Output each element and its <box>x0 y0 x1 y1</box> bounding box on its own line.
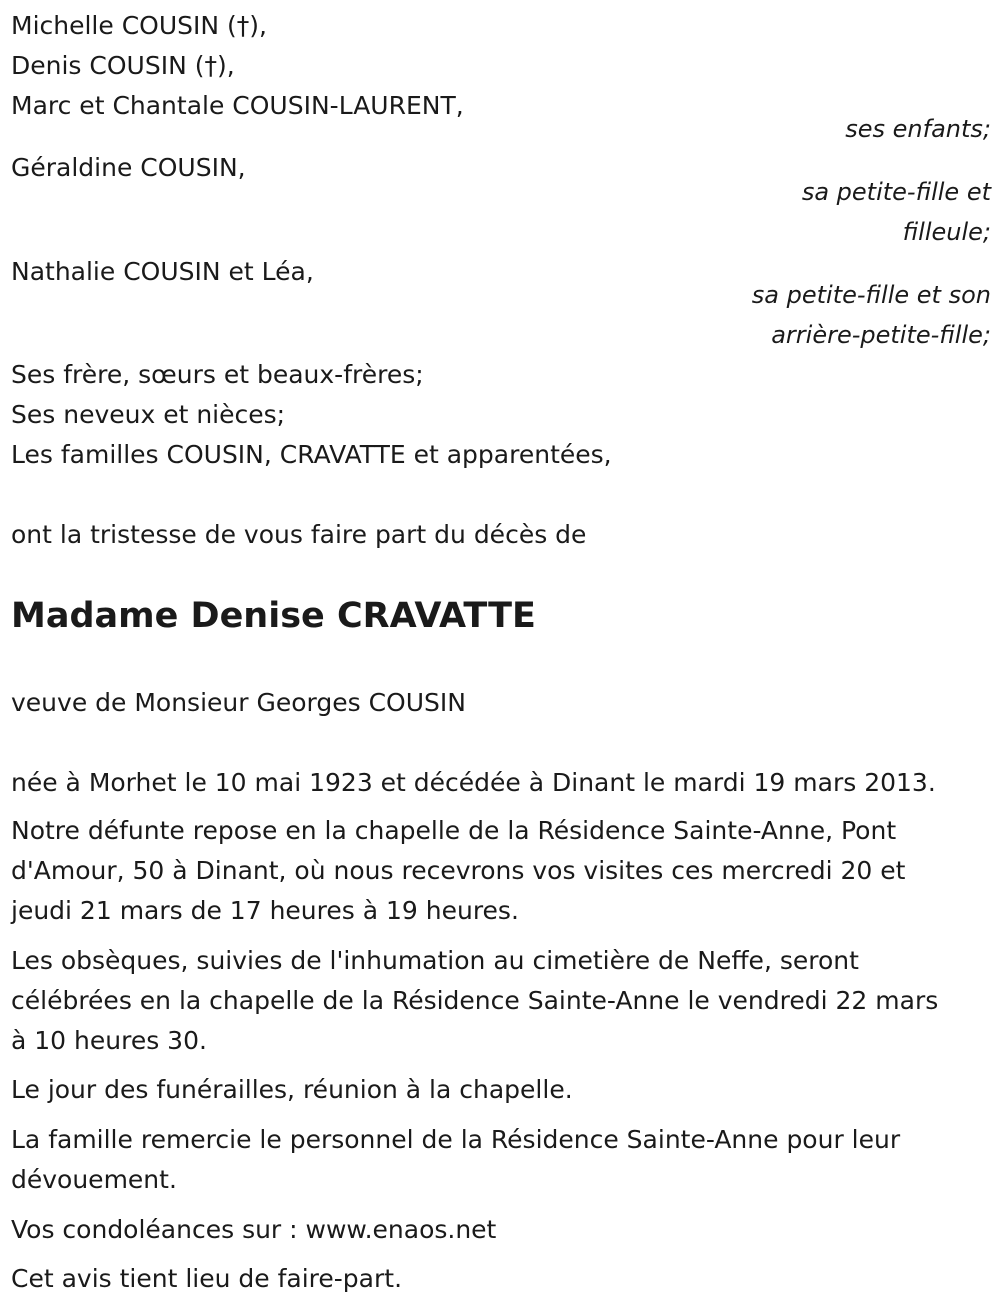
thanks-text-line1: La famille remercie le personnel de la Résidence Sainte-Anne pour leur <box>11 1125 901 1154</box>
repose-text-line1: Notre défunte repose en la chapelle de la Résidence Sainte-Anne, Pont <box>11 816 897 845</box>
repose-text-line2: d'Amour, 50 à Dinant, où nous recevrons vos visites ces mercredi 20 et <box>11 856 906 885</box>
funeral-text-line1: Les obsèques, suivies de l'inhumation au cimetière de Neffe, seront <box>11 946 859 975</box>
family-line-marc-chantale: Marc et Chantale COUSIN-LAURENT, <box>11 91 464 120</box>
reunion-text: Le jour des funérailles, réunion à la chapelle. <box>11 1075 573 1104</box>
obituary-notice <box>11 0 991 1315</box>
repose-text-line3: jeudi 21 mars de 17 heures à 19 heures. <box>11 896 519 925</box>
family-line-siblings: Ses frère, sœurs et beaux-frères; <box>11 360 424 389</box>
widow-of-text: veuve de Monsieur Georges COUSIN <box>11 688 466 717</box>
funeral-text-line3: à 10 heures 30. <box>11 1026 207 1055</box>
thanks-text-line2: dévouement. <box>11 1165 177 1194</box>
family-line-families: Les familles COUSIN, CRAVATTE et apparentées, <box>11 440 612 469</box>
funeral-text-line2: célébrées en la chapelle de la Résidence Sainte-Anne le vendredi 22 mars <box>11 986 939 1015</box>
role-granddaughter-line1: sa petite-fille et <box>801 178 991 206</box>
deceased-name: Madame Denise CRAVATTE <box>11 596 536 636</box>
notice-text: Cet avis tient lieu de faire-part. <box>11 1264 403 1293</box>
role-granddaughter-line2: filleule; <box>902 218 991 246</box>
role-granddaughter2-line2: arrière-petite-fille; <box>771 321 991 349</box>
family-line-geraldine: Géraldine COUSIN, <box>11 153 246 182</box>
role-children: ses enfants; <box>845 115 991 143</box>
announcement-text: ont la tristesse de vous faire part du décès de <box>11 520 587 549</box>
birth-death-text: née à Morhet le 10 mai 1923 et décédée à Dinant le mardi 19 mars 2013. <box>11 768 936 797</box>
family-line-denis: Denis COUSIN (†), <box>11 51 235 80</box>
role-granddaughter2-line1: sa petite-fille et son <box>751 281 991 309</box>
condolences-text: Vos condoléances sur : www.enaos.net <box>11 1215 497 1244</box>
family-line-michelle: Michelle COUSIN (†), <box>11 11 267 40</box>
family-line-nephews: Ses neveux et nièces; <box>11 400 286 429</box>
family-line-nathalie: Nathalie COUSIN et Léa, <box>11 257 314 286</box>
